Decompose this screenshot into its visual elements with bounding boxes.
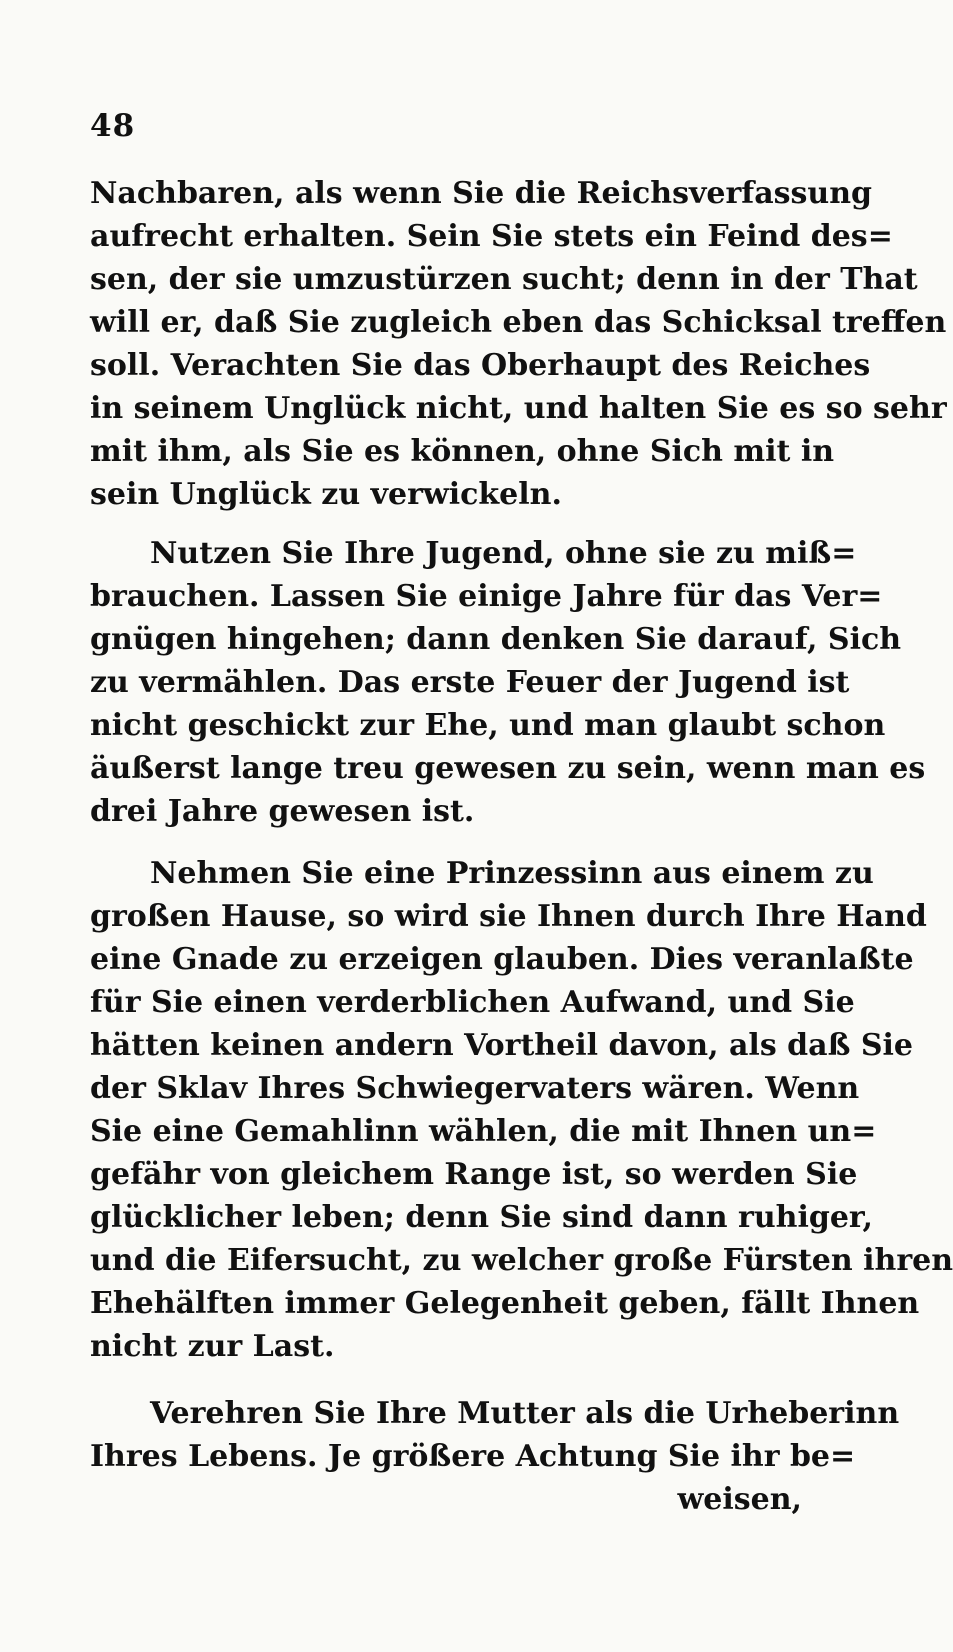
text-line: will er, daß Sie zugleich eben das Schicksal treffen <box>90 305 947 340</box>
text-line: Sie eine Gemahlinn wählen, die mit Ihnen un= <box>90 1114 877 1149</box>
text-line: nicht geschickt zur Ehe, und man glaubt schon <box>90 708 886 743</box>
catchword: weisen, <box>677 1482 802 1517</box>
text-line: in seinem Unglück nicht, und halten Sie es so sehr <box>90 391 947 426</box>
text-line: soll. Verachten Sie das Oberhaupt des Reiches <box>90 348 871 383</box>
text-line: und die Eifersucht, zu welcher große Fürsten ihren <box>90 1243 953 1278</box>
text-line: für Sie einen verderblichen Aufwand, und Sie <box>90 985 855 1020</box>
text-line: drei Jahre gewesen ist. <box>90 794 475 829</box>
text-line: der Sklav Ihres Schwiegervaters wären. Wenn <box>90 1071 860 1106</box>
text-line: aufrecht erhalten. Sein Sie stets ein Feind des= <box>90 219 893 254</box>
text-line: Nehmen Sie eine Prinzessinn aus einem zu <box>150 856 874 891</box>
text-line: Verehren Sie Ihre Mutter als die Urheberinn <box>150 1396 900 1431</box>
text-line: sein Unglück zu verwickeln. <box>90 477 562 512</box>
text-line: nicht zur Last. <box>90 1329 335 1364</box>
text-line: sen, der sie umzustürzen sucht; denn in der That <box>90 262 918 297</box>
text-line: hätten keinen andern Vortheil davon, als daß Sie <box>90 1028 913 1063</box>
paragraph <box>90 852 953 1368</box>
paragraph <box>90 532 926 833</box>
paragraph <box>90 1392 900 1478</box>
paragraph <box>90 172 947 516</box>
text-line: gnügen hingehen; dann denken Sie darauf, Sich <box>90 622 902 657</box>
text-line: Ehehälften immer Gelegenheit geben, fällt Ihnen <box>90 1286 920 1321</box>
text-line: glücklicher leben; denn Sie sind dann ruhiger, <box>90 1200 874 1235</box>
text-line: äußerst lange treu gewesen zu sein, wenn man es <box>90 751 926 786</box>
text-line: brauchen. Lassen Sie einige Jahre für das Ver= <box>90 579 883 614</box>
text-line: gefähr von gleichem Range ist, so werden Sie <box>90 1157 858 1192</box>
text-line: großen Hause, so wird sie Ihnen durch Ihre Hand <box>90 899 927 934</box>
text-line: Ihres Lebens. Je größere Achtung Sie ihr be= <box>90 1439 856 1474</box>
text-line: mit ihm, als Sie es können, ohne Sich mit in <box>90 434 835 469</box>
text-line: Nachbaren, als wenn Sie die Reichsverfassung <box>90 176 873 211</box>
page-number: 48 <box>90 108 136 144</box>
text-line: Nutzen Sie Ihre Jugend, ohne sie zu miß= <box>150 536 857 571</box>
text-line: zu vermählen. Das erste Feuer der Jugend ist <box>90 665 850 700</box>
text-line: eine Gnade zu erzeigen glauben. Dies veranlaßte <box>90 942 914 977</box>
